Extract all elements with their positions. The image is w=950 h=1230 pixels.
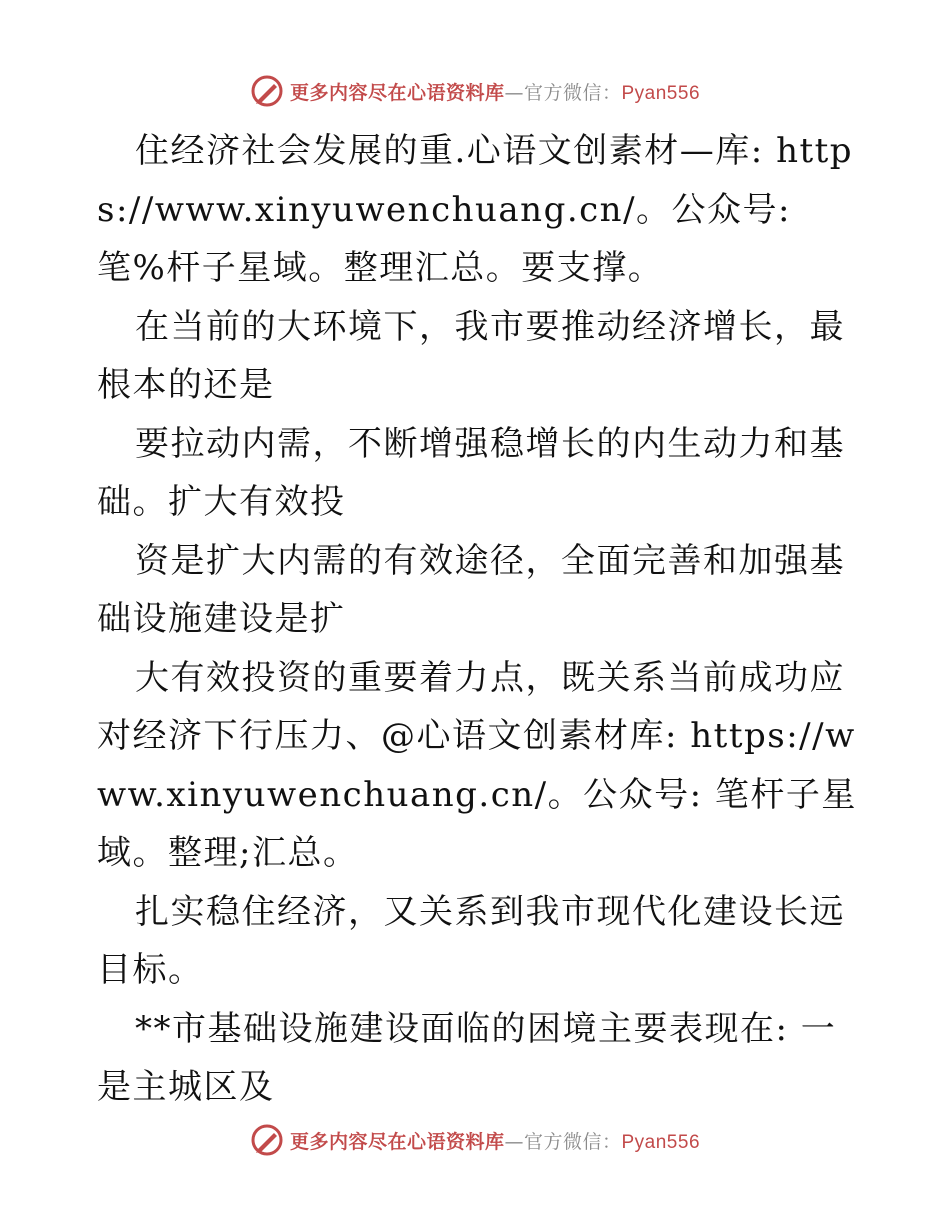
paragraph-2: 在当前的大环境下，我市要推动经济增长，最根本的还是 [97,306,845,405]
paragraph-4: 资是扩大内需的有效途径，全面完善和加强基础设施建设是扩 [97,540,845,639]
paragraph-7: **市基础设施建设面临的困境主要表现在: 一是主城区及 [97,1008,837,1107]
pen-logo-icon [250,1123,284,1157]
pen-logo-icon [250,74,284,108]
footer-banner [0,1120,950,1160]
banner-title: 更多内容尽在心语资料库 [289,81,505,104]
paragraph-5: 大有效投资的重要着力点，既关系当前成功应对经济下行压力、@心语文创素材库: https://www.xinyuwenchuang.cn/。公众号: 笔杆子星域。整理;汇总。 [97,657,857,873]
paragraph-1: 住经济社会发展的重.心语文创素材—库: https://www.xinyuwenchuang.cn/。公众号: 笔%杆子星域。整理汇总。要支撑。 [97,131,854,288]
banner-wechat-id: Pyan556 [621,82,701,104]
banner-title: 更多内容尽在心语资料库 [289,1130,505,1153]
header-banner [0,71,950,111]
banner-wechat-label: —官方微信： [504,81,622,104]
paragraph-3: 要拉动内需，不断增强稳增长的内生动力和基础。扩大有效投 [97,423,845,522]
banner-wechat-id: Pyan556 [621,1131,701,1153]
paragraph-6: 扎实稳住经济，又关系到我市现代化建设长远目标。 [97,891,845,990]
banner-wechat-label: —官方微信： [504,1130,622,1153]
document-body [97,122,857,1117]
